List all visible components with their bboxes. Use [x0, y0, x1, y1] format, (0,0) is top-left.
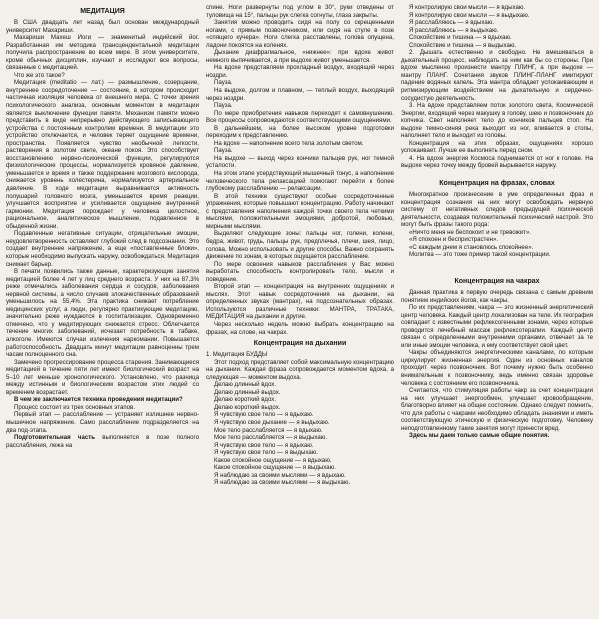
breath-line: Я расслабляюсь — я вдыхаю.	[409, 19, 494, 27]
breath-line: Делаю короткий вдох.	[214, 396, 277, 404]
quote-line: «С каждым днем я становлюсь спокойнее».	[409, 243, 534, 251]
breath-line: Какое спокойное ощущение — я выдыхаю.	[214, 464, 336, 472]
paragraph: Махариши Махеш Иоги — знаменитый индийский йог. Разработанная им методика трансцендентальной медитации получила распространение во всем мире. В этом университете, кроме обычных дисциплин, изучают и исследуют все вопросы, связанные с медитацией.	[6, 34, 199, 72]
breath-line: Я контролирую свои мысли — я вдыхаю.	[409, 4, 526, 11]
paragraph: Первый этап — расслабление — устраняет излишнее нервно-мышечное напряжение. Само расслабление подразделяется на два под-этапа.	[6, 411, 199, 434]
paragraph-text: выполняется в позе полного расслабления, лежа на	[6, 434, 199, 449]
paragraph: Выделяют следующие зоны: пальцы ног, голени, колени, бедра, живот, грудь, пальцы рук, предплечья, плечи, шея, лицо, голова. Можно использовать и другие способы. Важно сохранять движение по зонам, в которых ощущается расслабление.	[206, 230, 394, 261]
paragraph: Что же это такое?	[14, 71, 65, 79]
breath-line: Спокойствие и тишина — я выдыхаю.	[409, 41, 517, 49]
paragraph: В этой технике существуют особые сосредоточенные упражнения, которые повышают концентрацию. Работу начинают с представления наполнения каждой точки своего тела четкими мыслями, положительными эмоциями, добротой, любовью, мирными мыслями.	[206, 192, 394, 230]
paragraph: 2. Дышать естественно и свободно. Не вмешиваться в дыхательный процесс, наблюдать за ним как бы со стороны. При вдохе мысленно произнести мантру ПЛИНГ, а при выдохе — мантру ПЛАНГ. Сочетания звуков ПЛИНГ-ПЛАНГ имитируют падение водяных капель. Эта мантра обладает успокаивающим и ритмизирующим воздействием на дыхательную и сердечно-сосудистую деятельность.	[401, 49, 593, 102]
paragraph: На выдохе — выход через кончики пальцев рук, ног темной усталости.	[206, 154, 394, 170]
section-heading: Концентрация на фразах, словах	[439, 180, 555, 188]
column-1	[6, 4, 199, 615]
paragraph: Процесс состоит из трех основных этапов.	[14, 403, 135, 411]
paragraph: В печати появились также данные, характеризующие занятия медитацией более 4 лет у лиц среднего возраста. У них на 87,3% реже отмечались заболевания сердца и сосудов, заболевания нервной системы, а число случаев злокачественных образований уменьшилось на 55,4%. Эта практика снижает потребление медицинских услуг, а люди, регулярно практикующие медитацию, значительно реже нуждаются в госпитализации. Одновременно отмечено, что у медитирующих снижается стресс. Облегчается течение многих заболеваний, исчезает потребность в табаке, алкоголе. Имеются случаи излечения наркомании. Повышается работоспособность. Двадцать минут медитации равноценны трем часам полноценного сна.	[6, 268, 199, 359]
paragraph: По мере освоения навыков расслабления у Вас можно выработать способность контролировать тело, мысли и поведение.	[206, 260, 394, 283]
breath-line: Я чувствую свое тело — я вдыхаю.	[214, 441, 314, 449]
paragraph: Данная практика в первую очередь связана с самым древним понятием индийских йогов, как чакры.	[401, 288, 593, 304]
section-heading: Концентрация на дыхании	[253, 340, 347, 348]
paragraph: В США двадцать лет назад был основан международный университет Махариши.	[6, 19, 199, 34]
breath-line: Мое тело расслабляется — я выдыхаю.	[214, 434, 328, 442]
paragraph	[6, 434, 199, 449]
paragraph: 4. На вдохе энергия Космоса поднимается от ног к голове. На выдохе через точку между бровей вырывается наружу.	[401, 154, 593, 170]
paragraph: Медитация (meditatio — лат.) — размышление, созерцание, внутреннее сосредоточение — состояние, в котором происходит частичная изоляция человека от внешнего мира. С точки зрения психологического анализа, основным моментом в медитации является выключение функции памяти. Механизм памяти можно представить в виде непрерывно действующего записывающего устройства с постоянным контролем времени. В медитации это устройство отключается, и человек теряет ощущение времени, пространства. Появляется чувство необычной легкости, растворения в золотом свете, океане покоя. Это способствует восстановлению нервно-психической функции, регулируются физиологические процессы, нормализуется кровяное давление, уменьшается и время и также поддержание мозгового кислорода, снижается уровень холестерина, нормализуется артериальное давление. В ходе медитации выравнивается активность полушарий головного мозга, уменьшается время реакции, улучшается восприятие и усиливается ощущение внутренней гармонии. Медитация порождает у человека целостное, рациональное, аналитическое мышление, подавленное в обыденной жизни.	[6, 79, 199, 230]
paragraph: Считается, что стимуляция работы чакр за счет концентрации на них улучшает энергообмен, улучшает кровообращение, благотворно влияет на общее состояние. Однако следует помнить, что для работы с чакрами необходимо обладать знаниями и иметь соответствующую этическую и физическую подготовку. Человеку неподготовленному такие занятия могут принести вред.	[401, 387, 593, 432]
paragraph: Дыхание диафрагмальное, «нижнее»: при вдохе живот немного выпячивается, а при выдохе живот уменьшается.	[206, 49, 394, 64]
paragraph: Многократное произнесение в уме определенных фраз и концентрация сознания на них могут освобождать нервную систему от негативных следов предыдущей психической деятельности, создавая положительный психический настрой. Это могут быть фразы такого рода:	[401, 191, 593, 229]
paragraph: Молитва — это тоже пример такой концентрации.	[409, 251, 551, 259]
paragraph: По их представлениям, чакра — это жизненный энергетический центр человека. Каждый центр локализован на теле. Их география совпадает с известными рефлексогенными зонами, через которые проводится лечебный массаж рефлексотерапии. Каждый центр связан с определенными внутренними органами, отвечает за те или иные эмоции человека, и ему соответствует свой цвет.	[401, 304, 593, 349]
paragraph: Пауза.	[214, 79, 233, 87]
breath-line: Какое спокойное ощущение — я вдыхаю.	[214, 456, 332, 464]
breath-line: Делаю короткий выдох.	[214, 403, 281, 411]
column-2	[206, 4, 394, 615]
breath-line: Я расслабляюсь — я выдыхаю.	[409, 26, 499, 34]
breath-line: Мое тело расслабляется — я вдыхаю.	[214, 426, 323, 434]
breath-line: Я наблюдаю за своими мыслями — я выдыхаю.	[214, 479, 351, 487]
breath-line: Я наблюдаю за своими мыслями — я вдыхаю.	[214, 471, 346, 479]
breath-line: Делаю длинный вдох.	[214, 381, 277, 389]
paragraph: Этот подход представляет собой максимальную концентрацию на дыхании. Каждая фраза сопровождается моментом вдоха, а следующая — моментом выдоха.	[206, 358, 394, 381]
paragraph: На выдохе, долгом и плавном, — теплый воздух, выходящий через ноздри.	[206, 87, 394, 102]
quote-line: «Ничто меня не беспокоит и не тревожит».	[409, 228, 532, 236]
breath-line: Я чувствую свое тело — я выдыхаю.	[214, 449, 319, 457]
breath-line: Я чувствую свое дыхание — я выдыхаю.	[214, 418, 330, 426]
paragraph: Через несколько недель можно выбрать концентрацию на фразах, на слове, на чакрах.	[206, 320, 394, 336]
paragraph: В дальнейшем, на более высоком уровне подготовки переходим к представлению.	[206, 124, 394, 140]
column-3	[401, 4, 593, 615]
breath-line: Спокойствие и тишина — я вдыхаю.	[409, 34, 512, 42]
paragraph: 1. Медитация БУДДЫ	[206, 351, 268, 359]
breath-line: Я контролирую свои мысли — я выдыхаю.	[409, 11, 530, 19]
paragraph: В чем же заключается техника проведения медитации?	[14, 396, 183, 404]
paragraph: спине. Ноги развернуты под углом в 30°, руки отведены от туловища на 15°, пальцы рук слегка согнуты, глаза закрыты.	[206, 4, 394, 19]
paragraph: Концентрация на этих образах, ощущениях хорошо успокаивает. Лучше ее выполнять перед сном.	[401, 139, 593, 155]
paragraph: На вдохе — наполнение всего тела золотым светом.	[214, 139, 364, 147]
paragraph: На этом этапе усердствующий мышечный тонус, а наполнение человеческого тела релаксацией помогают перейти к более глубокому расслаблению — релаксации.	[206, 170, 394, 193]
breath-line: Я чувствую свое тело — я вдыхаю.	[214, 411, 314, 419]
article-title: МЕДИТАЦИЯ	[80, 8, 125, 15]
paragraph: Пауза.	[214, 147, 233, 155]
quote-line: «Я спокоен и беспристрастен».	[409, 236, 499, 244]
paragraph: На вдохе представляем прохладный воздух, входящий через ноздри.	[206, 64, 394, 79]
paragraph: Второй этап — концентрация на внутренних ощущениях и мыслях. Этот навык сосредоточения на дыхании, на определенных звуках (мантрах), на подсознательных образах. Используются различные техники: МАНТРА, ТРАТАКА, МЕДИТАЦИЯ на дыхании и другие.	[206, 283, 394, 321]
section-heading: Концентрация на чакрах	[454, 277, 540, 285]
paragraph: Здесь мы даем только самые общие понятия.	[409, 432, 550, 440]
paragraph: 3. На вдохе представляем поток золотого света, Космической Энергии, входящий через макушку в голову, шею и позвоночник до копчика. Свет наполняет тело до кончиков пальцев стоп. На выдохе темно-синяя река выходит из ног, вливается в стопы, наполняет тело и выходит из головы.	[401, 102, 593, 140]
paragraph: Пауза.	[214, 102, 233, 110]
paragraph: Чакры объединяются энергетическими каналами, по которым циркулирует жизненная энергия. Один из основных каналов проходит через позвоночник. Вот почему нужно быть особенно внимательным к позвоночнику, ведь именно связан здоровье человека с состоянием его позвоночника.	[401, 349, 593, 387]
paragraph: Замечено прогрессирование процесса старения. Занимающиеся медитацией в течение пяти лет имеют биологический возраст на 5–10 лет меньше хронологического. Установлено, что разница между истинным и биологическим возрастом этих людей со временем возрастает.	[6, 358, 199, 396]
paragraph: По мере приобретения навыков переходят к самовнушению. Все процессы сопровождаются соответствующими ощущениями.	[206, 109, 394, 125]
bold-lead: Подготовительная часть	[14, 434, 95, 442]
paragraph: Подавленные негативные ситуации, отрицательные эмоции, неудовлетворенность оставляют глубокий след в подсознании. Это создает внутреннее напряжение, а еще «поставленные блоки», которые необходимо выпускать наружу, освобождаться. Медитация снимает барьер.	[6, 230, 199, 268]
paragraph: Занятия можно проводить сидя на полу со скрещенными ногами, с прямым позвоночником, или сидя на стуле в позе «спящего кучера». Ноги слегка расставлены, голова опущена, ладони покоятся на коленях.	[206, 19, 394, 49]
breath-line: Делаю длинный выдох.	[214, 388, 281, 396]
